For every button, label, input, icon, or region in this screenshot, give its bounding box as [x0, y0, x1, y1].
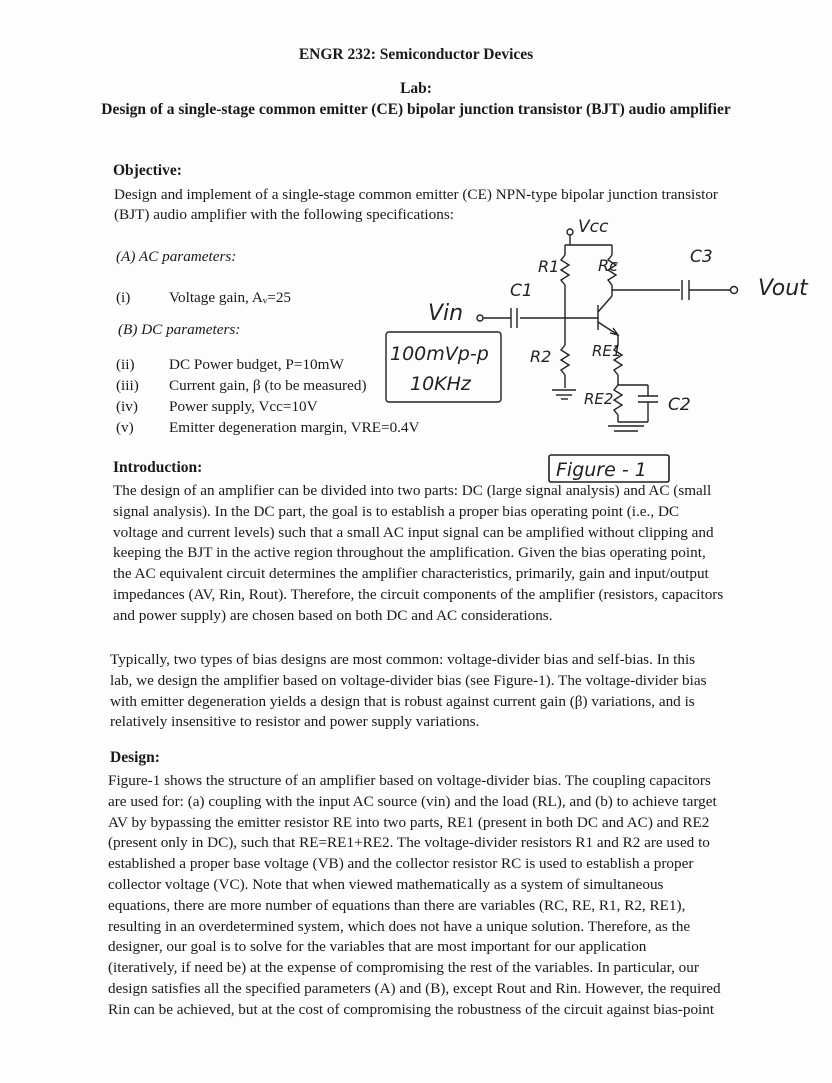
r2-label: R2 [530, 347, 552, 366]
paragraph-line: signal analysis). In the DC part, the goal is to establish a proper bias operating point (i.e., DC [113, 502, 680, 520]
paragraph-line: equations, there are more number of equations than there are variables (RC, RE, R1, R2, RE1), [108, 896, 686, 914]
paragraph-line: resulting in an overdetermined system, which does not have a unique solution. Therefore, as the [108, 917, 691, 935]
introduction-heading: Introduction: [113, 459, 203, 476]
introduction-paragraph-2 [110, 650, 773, 733]
objective-text-line-1: Design and implement of a single-stage common emitter (CE) NPN-type bipolar junction transistor [114, 186, 718, 203]
introduction-paragraph-1 [113, 481, 773, 627]
vout-label: Vout [758, 276, 808, 301]
spec-voltage-gain: Voltage gain, Aᵥ=25 [169, 289, 292, 306]
spec-power-supply: Power supply, Vcc=10V [169, 398, 318, 415]
spec-power-budget: DC Power budget, P=10mW [169, 356, 344, 373]
c2-label: C2 [668, 395, 691, 415]
paragraph-line: Rin can be achieved, but at the cost of compromising the robustness of the circuit against bias-point [108, 1000, 715, 1018]
paragraph-line: design satisfies all the specified parameters (A) and (B), except Rout and Rin. However, the required [108, 979, 721, 997]
paragraph-line: are used for: (a) coupling with the input AC source (vin) and the load (RL), and (b) to achieve target [108, 792, 717, 810]
paragraph-line: keeping the BJT in the active region throughout the amplification. Given the bias operating point, [113, 544, 706, 562]
paragraph-line: lab, we design the amplifier based on voltage-divider bias (see Figure-1). The voltage-divider bias [110, 671, 707, 689]
objective-text-line-2: (BJT) audio amplifier with the following specifications: [114, 206, 454, 223]
paragraph-line: collector voltage (VC). Note that when viewed mathematically as a system of simultaneous [108, 875, 664, 893]
spec-current-gain: Current gain, β (to be measured) [169, 377, 367, 394]
paragraph-line: relatively insensitive to resistor and power supply variations. [110, 713, 480, 731]
paragraph-line: impedances (AV, Rin, Rout). Therefore, the circuit components of the amplifier (resistors, capacitors [113, 585, 724, 603]
vcc-label: Vcc [578, 217, 609, 237]
paragraph-line: designer, our goal is to solve for the variables that are most important for our application [108, 938, 647, 956]
paragraph-line: Typically, two types of bias designs are most common: voltage-divider bias and self-bias. In this [110, 651, 696, 668]
lab-label: Lab: [400, 80, 432, 97]
course-title: ENGR 232: Semiconductor Devices [298, 46, 534, 63]
c3-label: C3 [690, 247, 713, 267]
source-frequency: 10KHz [410, 373, 471, 395]
circuit-figure [0, 0, 832, 500]
paragraph-line: AV by bypassing the emitter resistor RE into two parts, RE1 (present in both DC and AC) and RE2 [108, 813, 710, 831]
vin-label: Vin [428, 301, 464, 326]
spec-number: (i) [116, 289, 131, 306]
re2-label: RE2 [584, 390, 614, 408]
paragraph-line: voltage and current levels) such that a small AC input signal can be amplified without clipping and [113, 523, 714, 541]
rc-label: Rc [598, 256, 618, 275]
paragraph-line: and power supply) are chosen based on both DC and AC considerations. [113, 606, 553, 624]
design-paragraph [108, 771, 774, 1021]
paragraph-line: Figure-1 shows the structure of an amplifier based on voltage-divider bias. The coupling capacitors [108, 772, 711, 789]
spec-emitter-degeneration: Emitter degeneration margin, VRE=0.4V [169, 419, 420, 436]
paragraph-line: (iteratively, if need be) at the expense of compromising the rest of the variables. In particular, our [108, 959, 699, 977]
ac-parameters-heading: (A) AC parameters: [116, 248, 237, 265]
spec-number: (v) [116, 419, 134, 436]
dc-parameters-heading: (B) DC parameters: [118, 321, 241, 338]
r1-label: R1 [538, 257, 560, 276]
spec-number: (iii) [116, 377, 139, 394]
objective-heading: Objective: [113, 162, 182, 179]
re1-label: RE1 [592, 342, 622, 360]
figure-caption: Figure - 1 [556, 459, 647, 481]
paragraph-line: established a proper base voltage (VB) and the collector resistor RC is used to establish a proper [108, 855, 694, 873]
paragraph-line: (present only in DC), such that RE=RE1+RE2. The voltage-divider resistors R1 and R2 are used to [108, 834, 710, 852]
c1-label: C1 [510, 281, 533, 301]
lab-title: Design of a single-stage common emitter (CE) bipolar junction transistor (BJT) audio amplifier [101, 101, 731, 118]
source-amplitude: 100mVp-p [390, 343, 489, 365]
paragraph-line: The design of an amplifier can be divided into two parts: DC (large signal analysis) and AC (small [113, 482, 712, 499]
design-heading: Design: [110, 749, 160, 766]
spec-number: (ii) [116, 356, 135, 373]
spec-number: (iv) [116, 398, 138, 415]
paragraph-line: with emitter degeneration yields a design that is robust against current gain (β) variations, and is [110, 692, 695, 710]
paragraph-line: the AC equivalent circuit determines the amplifier characteristics, primarily, gain and input/output [113, 565, 709, 583]
